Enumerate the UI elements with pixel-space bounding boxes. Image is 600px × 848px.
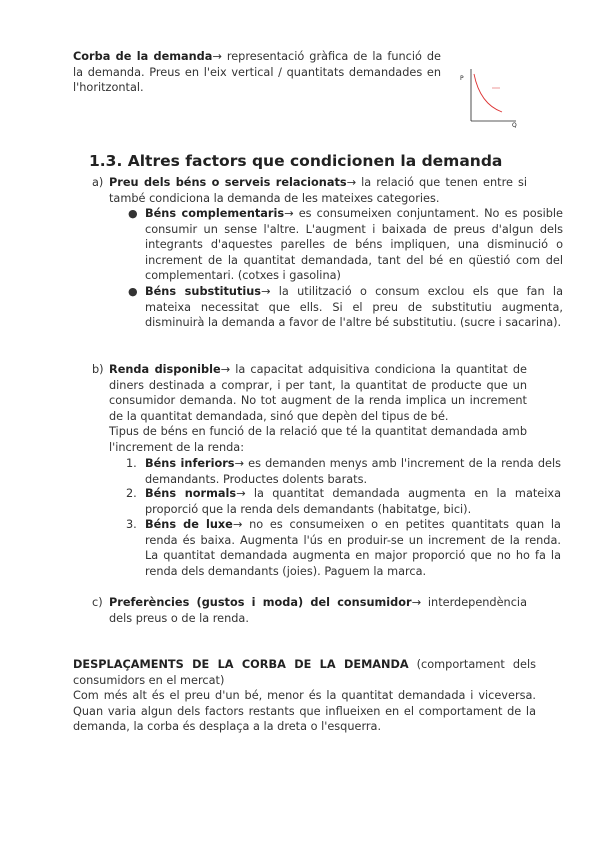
arrow: → — [212, 50, 222, 63]
section-c-text: Preferències (gustos i moda) del consumidor→ interdependència dels preus o de la renda. — [109, 596, 527, 625]
shifts-body: Com més alt és el preu d'un bé, menor és la quantitat demandada i viceversa. Quan varia algun dels factors restants que influeixen en el comportament de la demanda, la corba és desplaça a la dreta o l'esquerra. — [73, 689, 536, 734]
document-page: Corba de la demanda→ representació gràfica de la funció de la demanda. Preus en l'eix vertical / quantitats demandades en l'horitzontal. P Q 1.3. Altres factors que condicionen la demanda a) Preu dels béns o serveis relacionats→ la relació que tenen entre si també condiciona la demanda de les mateixes categories. ● Béns complementaris→ es consumeixen conjuntament. No es posible consumir un sense l'altre. L'augment i baixada de preus d'algun dels integrants d'aquestes parelles de béns impliquen, una disminució o increment de la quantitat demandada, tant del bé en qüestió com del complementari. (cotxes i gasolina) ● Béns substitutius→ la utilització o consum exclou els que fan la mateixa necessitat que ells. Si el preu de substitutiu augmenta, disminuirà la demanda a favor de l'altre bé substitutiu. (sucre i sacarina). b) Renda disponible→ la capacitat adquisitiva condiciona la quantitat de diners destinada a comprar, i per tant, la quantitat de producte que un consumidor demanda. No tot augment de la renda implica un increment de la quantitat demandada, sinó que depèn del tipus de bé. Tipus de béns en funció de la relació que té la quantitat demandada amb l'increment de la renda: 1. Béns inferiors→ es demanden menys amb l'increment de la renda dels demandants. Productes dolents barats. 2. Béns normals→ la quantitat demandada augmenta en la mateixa proporció que la renda dels demandants (habitatge, bici). 3. Béns de luxe→ no es consumeixen o en petites quantitats quan la renda és baixa. Augmenta l'ús en produir-se un increment de la renda. La quantitat demandada augmenta en major proporció que no ho fa la renda dels demandants (joies). Paguem la marca. c) Preferències (gustos i moda) del consumidor→ interdependència dels preus o de la renda. DESPLAÇAMENTS DE LA CORBA DE LA DEMANDA (comportament dels consumidors en el mercat) Com més alt és el preu d'un bé, menor és la quantitat demandada i viceversa. Quan varia algun dels factors restants que influeixen en el comportament de la demanda, la corba és desplaça a la dreta o l'esquerra. — [73, 50, 563, 734]
intro-text: representació gràfica de la funció de la demanda. Preus en l'eix vertical / quantitats demandades en l'horitzontal. — [73, 50, 441, 95]
intro-paragraph — [73, 49, 441, 96]
arrow: → — [234, 457, 244, 470]
bullet-term: Béns complementaris — [145, 207, 285, 220]
section-c-label: c) — [92, 596, 103, 609]
item-term: Béns de luxe — [145, 518, 233, 531]
item-term: Béns normals — [145, 487, 237, 500]
intro-term: Corba de la demanda — [73, 50, 213, 63]
arrow: → — [284, 207, 294, 220]
section-a-label: a) — [92, 176, 104, 189]
section-a-term: Preu dels béns o serveis relacionats — [109, 176, 347, 189]
demand-curve-chart — [454, 66, 522, 128]
bullet-dot: ● — [128, 285, 138, 298]
section-b-term: Renda disponible — [109, 363, 221, 376]
section-c-term: Preferències (gustos i moda) del consumidor — [109, 596, 412, 609]
chart-y-label: P — [460, 75, 464, 82]
item-term: Béns inferiors — [145, 457, 235, 470]
bullet-term: Béns substitutius — [145, 285, 262, 298]
bullet-dot: ● — [128, 207, 138, 220]
chart-x-label: Q — [512, 122, 517, 128]
shifts-term: DESPLAÇAMENTS DE LA CORBA DE LA DEMANDA — [73, 658, 409, 671]
arrow: → — [346, 176, 357, 189]
arrow: → — [261, 285, 271, 298]
arrow: → — [236, 487, 246, 500]
arrow: → — [220, 363, 231, 376]
demand-curve — [474, 74, 502, 112]
section-heading: 1.3. Altres factors que condicionen la demanda — [89, 152, 503, 170]
section-a-text: Preu dels béns o serveis relacionats→ la relació que tenen entre si també condiciona la demanda de les mateixes categories. — [109, 176, 527, 205]
section-b-text2: Tipus de béns en funció de la relació que té la quantitat demandada amb l'increment de la renda: — [109, 425, 527, 454]
shifts-heading: DESPLAÇAMENTS DE LA CORBA DE LA DEMANDA (comportament dels consumidors en el mercat) — [73, 658, 536, 687]
section-b-label: b) — [92, 363, 104, 376]
arrow: → — [232, 518, 243, 531]
section-b-text: Renda disponible→ la capacitat adquisitiva condiciona la quantitat de diners destinada a comprar, i per tant, la quantitat de producte que un consumidor demanda. No tot augment de la renda implica un increment de la quantitat demandada, sinó que depèn del tipus de bé. — [109, 363, 527, 423]
arrow: → — [411, 596, 422, 609]
